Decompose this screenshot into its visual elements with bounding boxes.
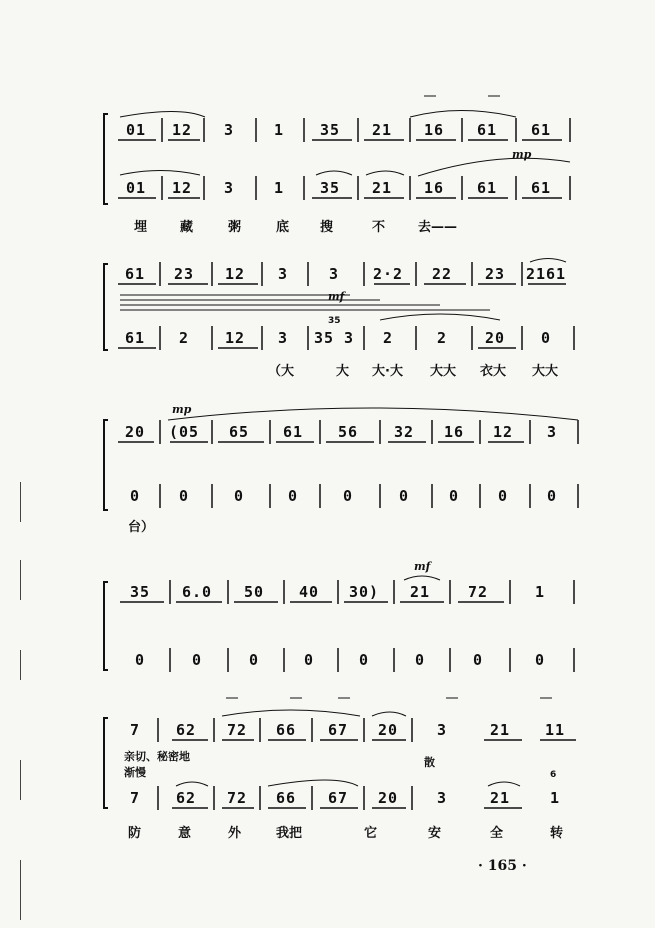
page-number: · 165 · xyxy=(478,858,527,874)
note: 0 xyxy=(398,487,410,505)
note: 20 xyxy=(124,423,146,441)
note: 62 xyxy=(175,721,197,739)
note: 12 xyxy=(171,179,193,197)
note: 01 xyxy=(125,121,147,139)
lyric: 搜 xyxy=(320,220,334,235)
lyric: 它 xyxy=(364,826,378,841)
note: 21 xyxy=(371,121,393,139)
lyric: 粥 xyxy=(228,220,242,235)
note: 21 xyxy=(489,789,511,807)
expression-marking: 散 xyxy=(424,756,435,769)
lyric: 我把 xyxy=(276,826,303,841)
note: 3 xyxy=(436,721,448,739)
note: 72 xyxy=(226,721,248,739)
note: 0 xyxy=(287,487,299,505)
note: 0 xyxy=(448,487,460,505)
note: 61 xyxy=(530,179,552,197)
note: 61 xyxy=(476,121,498,139)
note: 3 xyxy=(277,265,289,283)
note: 16 xyxy=(443,423,465,441)
note: 30) xyxy=(348,583,380,601)
note: 56 xyxy=(337,423,359,441)
lyric: 外 xyxy=(228,826,242,841)
expression-marking: 渐慢 xyxy=(124,766,146,779)
note: 67 xyxy=(327,789,349,807)
note: 72 xyxy=(226,789,248,807)
note: 1 xyxy=(273,121,285,139)
note: 61 xyxy=(530,121,552,139)
note: 3 xyxy=(277,329,289,347)
note: 61 xyxy=(124,329,146,347)
note: 12 xyxy=(171,121,193,139)
dynamic-marking: mp xyxy=(512,148,532,161)
lyric: 藏 xyxy=(180,220,194,235)
note: 0 xyxy=(342,487,354,505)
note: 0 xyxy=(233,487,245,505)
note: 0 xyxy=(497,487,509,505)
note: 21 xyxy=(371,179,393,197)
note: 12 xyxy=(224,329,246,347)
note: 0 xyxy=(414,651,426,669)
note: 66 xyxy=(275,789,297,807)
note: 62 xyxy=(175,789,197,807)
note: 61 xyxy=(476,179,498,197)
note: 2 xyxy=(178,329,190,347)
lyric: 全 xyxy=(490,826,504,841)
note: 7 xyxy=(129,721,141,739)
note: 23 xyxy=(173,265,195,283)
lyric: 防 xyxy=(128,826,142,841)
note: 1 xyxy=(549,789,561,807)
note: 0 xyxy=(248,651,260,669)
lyric: 大 xyxy=(336,364,350,379)
note: 2·2 xyxy=(372,265,404,283)
note: (05 xyxy=(168,423,200,441)
note: 21 xyxy=(409,583,431,601)
note: 16 xyxy=(423,121,445,139)
expression-marking: 亲切、秘密地 xyxy=(124,750,190,763)
lyric: 意 xyxy=(178,826,192,841)
note: 20 xyxy=(377,789,399,807)
lyric: 转 xyxy=(550,826,564,841)
note: 0 xyxy=(178,487,190,505)
system-1-top xyxy=(112,119,582,141)
dynamic-marking: mf xyxy=(414,560,431,573)
system-3-bottom xyxy=(112,485,582,507)
lyric: 衣大 xyxy=(480,364,507,379)
note: 6.0 xyxy=(181,583,213,601)
note: 35 xyxy=(319,121,341,139)
note: 3 xyxy=(223,121,235,139)
note: 66 xyxy=(275,721,297,739)
note: 35 xyxy=(319,179,341,197)
note: 3 xyxy=(436,789,448,807)
note: 12 xyxy=(224,265,246,283)
lyric: 台） xyxy=(128,520,155,535)
note: 3 xyxy=(546,423,558,441)
note: 16 xyxy=(423,179,445,197)
note: 11 xyxy=(544,721,566,739)
system-4-bottom xyxy=(112,649,582,671)
system-2-top xyxy=(112,263,582,285)
note: 0 xyxy=(534,651,546,669)
lyric: 埋 xyxy=(134,220,148,235)
lyric: 不 xyxy=(372,220,386,235)
note: 0 xyxy=(129,487,141,505)
note: 22 xyxy=(431,265,453,283)
lyric: 安 xyxy=(428,826,442,841)
note: 3 xyxy=(223,179,235,197)
note: 40 xyxy=(298,583,320,601)
note: 12 xyxy=(492,423,514,441)
note: 0 xyxy=(472,651,484,669)
note: 2161 xyxy=(525,265,567,283)
note: 23 xyxy=(484,265,506,283)
system-2-bottom xyxy=(112,327,582,349)
system-4-top xyxy=(112,581,582,603)
system-3-top xyxy=(112,421,582,443)
dynamic-marking: mf xyxy=(328,290,345,303)
dynamic-marking: mp xyxy=(172,403,192,416)
note: 65 xyxy=(228,423,250,441)
note: 21 xyxy=(489,721,511,739)
lyric: 大大 xyxy=(430,364,457,379)
lyric: 大大 xyxy=(532,364,559,379)
note: 72 xyxy=(467,583,489,601)
note: 3 xyxy=(328,265,340,283)
note: 32 xyxy=(393,423,415,441)
system-1-bottom xyxy=(112,177,582,199)
note: 35 3 xyxy=(313,329,355,347)
note: 0 xyxy=(303,651,315,669)
system-5-top xyxy=(112,719,582,741)
note: 61 xyxy=(282,423,304,441)
note: 0 xyxy=(134,651,146,669)
note: 01 xyxy=(125,179,147,197)
note: 2 xyxy=(382,329,394,347)
note: 50 xyxy=(243,583,265,601)
lyric: 去—— xyxy=(418,220,458,235)
note: 1 xyxy=(534,583,546,601)
note: 7 xyxy=(129,789,141,807)
note: 61 xyxy=(124,265,146,283)
lyric: 大·大 xyxy=(372,364,403,379)
note: 67 xyxy=(327,721,349,739)
system-5-bottom xyxy=(112,787,582,809)
note: 2 xyxy=(436,329,448,347)
lyric: 底 xyxy=(276,220,290,235)
grace-annotation: 35 xyxy=(328,316,341,326)
note: 1 xyxy=(273,179,285,197)
grace-annotation: 6 xyxy=(550,770,557,780)
note: 0 xyxy=(191,651,203,669)
note: 0 xyxy=(540,329,552,347)
note: 0 xyxy=(546,487,558,505)
note: 20 xyxy=(484,329,506,347)
note: 0 xyxy=(358,651,370,669)
lyric: （大 xyxy=(268,364,295,379)
note: 35 xyxy=(129,583,151,601)
note: 20 xyxy=(377,721,399,739)
